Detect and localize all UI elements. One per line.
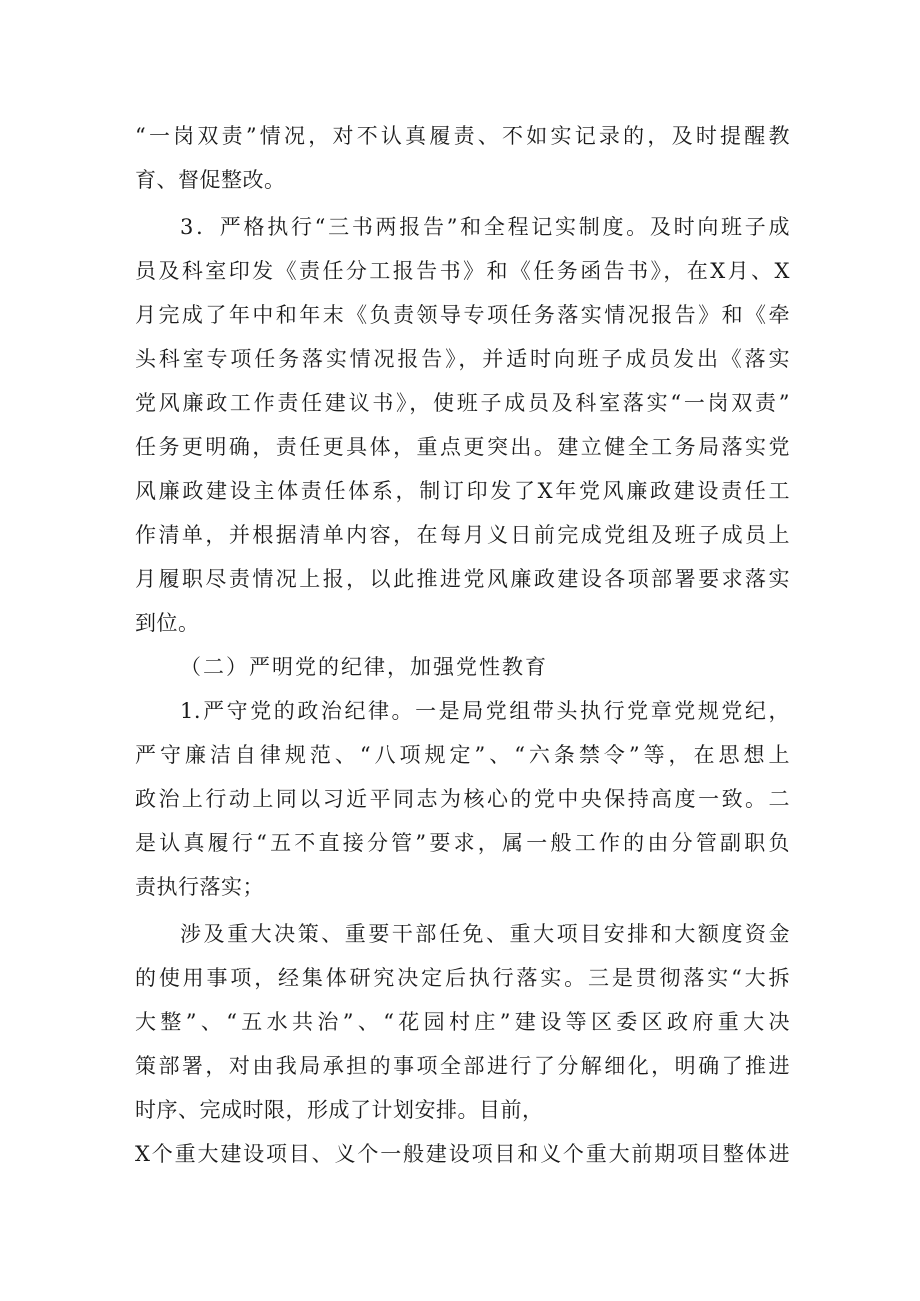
text-line: 头科室专项任务落实情况报告》，并适时向班子成员发出《落实 — [135, 347, 790, 371]
text-line: 党风廉政工作责任建议书》，使班子成员及科室落实“一岗双责” — [135, 391, 790, 415]
text-line: 风廉政建设主体责任体系，制订印发了X年党风廉政建设责任工 — [135, 479, 790, 503]
text-line: 任务更明确，责任更具体，重点更突出。建立健全工务局落实党 — [135, 435, 790, 459]
text-line: 员及科室印发《责任分工报告书》和《任务函告书》，在X月、X — [135, 259, 790, 283]
text-line: 时序、完成时限，形成了计划安排。目前， — [135, 1098, 544, 1122]
text-line: “一岗双责”情况，对不认真履责、不如实记录的，及时提醒教 — [135, 124, 790, 148]
text-line: 是认真履行“五不直接分管”要求，属一般工作的由分管副职负 — [135, 831, 790, 855]
text-line: 策部署，对由我局承担的事项全部进行了分解细化，明确了推进 — [135, 1054, 790, 1078]
text-line: 1.严守党的政治纪律。一是局党组带头执行党章党规党纪， — [180, 699, 790, 723]
text-line: X个重大建设项目、义个一般建设项目和义个重大前期项目整体进 — [135, 1142, 790, 1166]
text-line: 育、督促整改。 — [135, 168, 286, 192]
section-heading: （二）严明党的纪律，加强党性教育 — [180, 655, 548, 679]
text-line: 3．严格执行“三书两报告”和全程记实制度。及时向班子成 — [180, 215, 790, 239]
text-line: 责执行落实； — [135, 875, 264, 899]
text-line: 政治上行动上同以习近平同志为核心的党中央保持高度一致。二 — [135, 787, 790, 811]
text-line: 的使用事项，经集体研究决定后执行落实。三是贯彻落实“大拆 — [135, 966, 790, 990]
text-line: 月履职尽责情况上报，以此推进党风廉政建设各项部署要求落实 — [135, 567, 790, 591]
text-line: 涉及重大决策、重要干部任免、重大项目安排和大额度资金 — [180, 922, 790, 946]
text-line: 月完成了年中和年末《负责领导专项任务落实情况报告》和《牵 — [135, 303, 790, 327]
text-line: 到位。 — [135, 611, 200, 635]
text-line: 作清单，并根据清单内容，在每月义日前完成党组及班子成员上 — [135, 523, 790, 547]
text-line: 大整”、“五水共治”、“花园村庄”建设等区委区政府重大决 — [135, 1010, 790, 1034]
text-line: 严守廉洁自律规范、“八项规定”、“六条禁令”等，在思想上 — [135, 743, 790, 767]
